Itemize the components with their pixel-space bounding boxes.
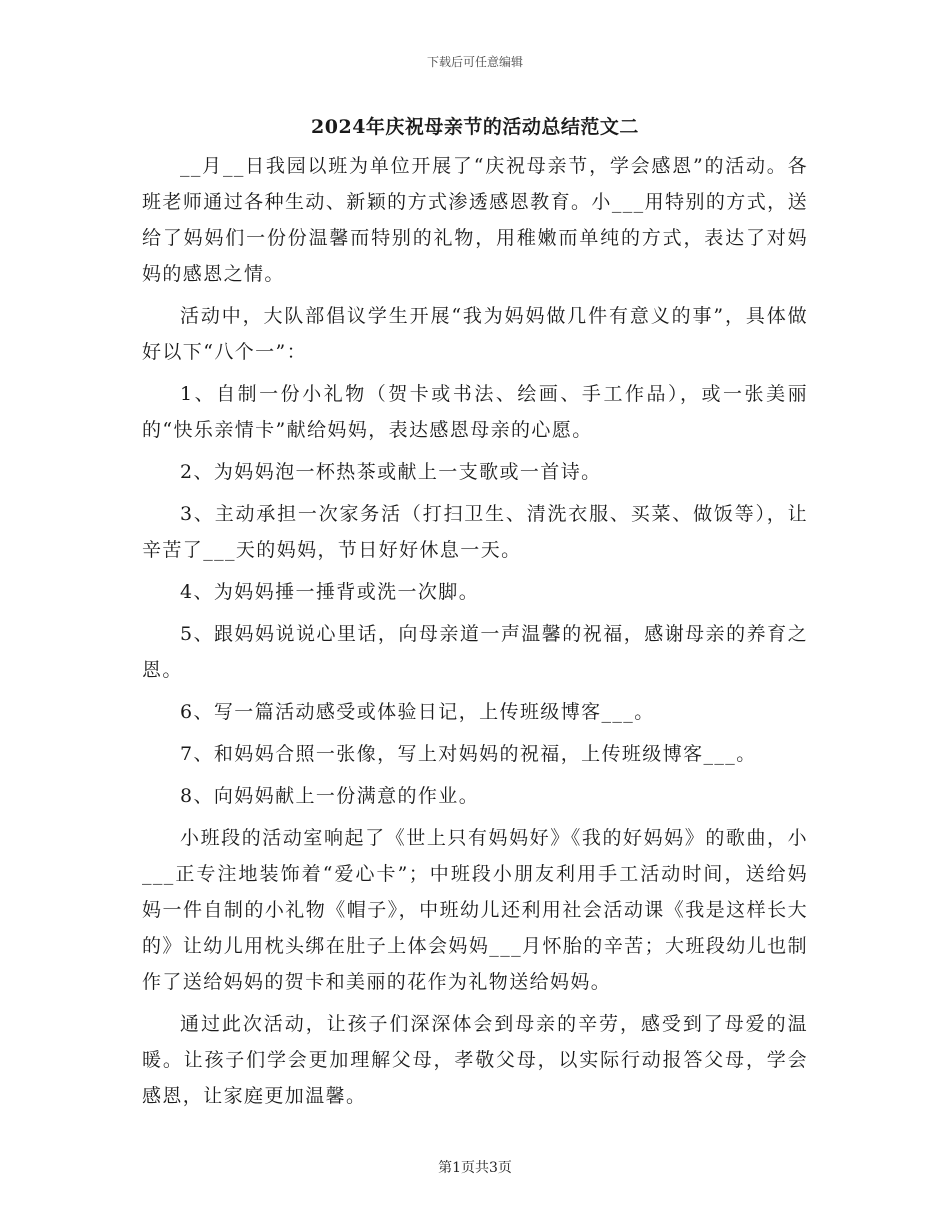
list-item-1: 1、自制一份小礼物（贺卡或书法、绘画、手工作品），或一张美丽的“快乐亲情卡”献给妈妈，表达感恩母亲的心愿。 — [142, 383, 808, 441]
list-item-5: 5、跟妈妈说说心里话，向母亲道一声温馨的祝福，感谢母亲的养育之恩。 — [142, 623, 808, 681]
document-body — [142, 148, 808, 1120]
list-item-2: 2、为妈妈泡一杯热茶或献上一支歌或一首诗。 — [180, 461, 602, 483]
paragraph-conclusion: 通过此次活动，让孩子们深深体会到母亲的辛劳，感受到了母爱的温暖。让孩子们学会更加理解父母，孝敬父母，以实际行动报答父母，学会感恩，让家庭更加温馨。 — [142, 1013, 808, 1107]
list-item-3: 3、主动承担一次家务活（打扫卫生、清洗衣服、买菜、做饭等），让辛苦了___天的妈妈，节日好好休息一天。 — [142, 503, 808, 561]
header-note: 下载后可任意编辑 — [426, 55, 523, 69]
page-footer: 第1页共3页 — [438, 1160, 512, 1176]
list-item-6: 6、写一篇活动感受或体验日记，上传班级博客___。 — [180, 701, 655, 723]
list-item-8: 8、向妈妈献上一份满意的作业。 — [180, 785, 480, 807]
paragraph-class-activities: 小班段的活动室响起了《世上只有妈妈好》《我的好妈妈》的歌曲，小___正专注地装饰着“爱心卡”；中班段小朋友利用手工活动时间，送给妈妈一件自制的小礼物《帽子》，中班幼儿还利用社会活动课《我是这样长大的》让幼儿用枕头绑在肚子上体会妈妈___月怀胎的辛苦；大班段幼儿也制作了送给妈妈的贺卡和美丽的花作为礼物送给妈妈。 — [142, 827, 808, 993]
paragraph-intro: __月__日我园以班为单位开展了“庆祝母亲节，学会感恩”的活动。各班老师通过各种生动、新颖的方式渗透感恩教育。小___用特别的方式，送给了妈妈们一份份温馨而特别的礼物，用稚嫩而单纯的方式，表达了对妈妈的感恩之情。 — [142, 155, 808, 285]
list-item-7: 7、和妈妈合照一张像，写上对妈妈的祝福，上传班级博客___。 — [180, 743, 757, 765]
paragraph-initiative: 活动中，大队部倡议学生开展“我为妈妈做几件有意义的事”，具体做好以下“八个一”： — [142, 305, 808, 363]
document-title: 2024年庆祝母亲节的活动总结范文二 — [311, 116, 639, 138]
list-item-4: 4、为妈妈捶一捶背或洗一次脚。 — [180, 581, 480, 603]
